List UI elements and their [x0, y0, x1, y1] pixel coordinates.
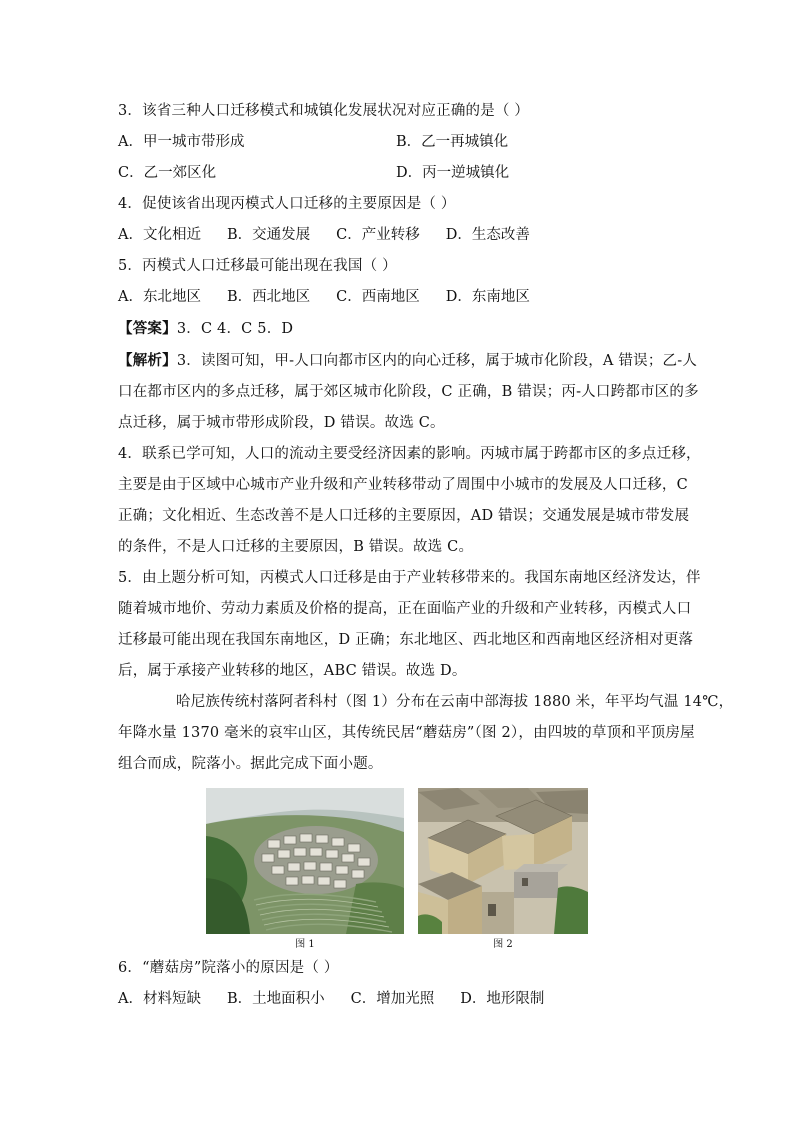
q6-option-b: B．土地面积小 — [226, 991, 325, 1007]
q4-option-d: D．生态改善 — [445, 227, 530, 243]
answer-label: 【答案】 — [118, 320, 177, 337]
analysis-label: 【解析】 — [118, 352, 177, 369]
q5-option-c: C．西南地区 — [336, 289, 420, 305]
village-aerial-photo — [206, 788, 404, 934]
answer-line — [118, 313, 678, 345]
passage-line-1: 年降水量 1370 毫米的哀牢山区，其传统民居“蘑菇房”（图 2），由四坡的草顶和平顶房屋 — [118, 725, 695, 741]
q5-stem: 5．丙模式人口迁移最可能出现在我国（ ） — [118, 258, 397, 274]
analysis-line-0 — [118, 345, 698, 377]
figure-2-caption: 图 2 — [493, 939, 513, 950]
figures-row — [206, 788, 678, 953]
analysis-line-3: 4．联系已学可知，人口的流动主要受经济因素的影响。丙城市属于跨都市区的多点迁移， — [118, 446, 701, 462]
q6-stem: 6．“蘑菇房”院落小的原因是（ ） — [118, 960, 339, 976]
q6-option-a: A．材料短缺 — [118, 991, 201, 1007]
q3-option-d: D．丙一逆城镇化 — [396, 165, 510, 181]
analysis-line-10: 后，属于承接产业转移的地区，ABC 错误。故选 D。 — [118, 663, 467, 679]
q4-options — [118, 220, 678, 251]
q3-options-row1 — [118, 127, 678, 158]
q4-stem: 4．促使该省出现丙模式人口迁移的主要原因是（ ） — [118, 196, 456, 212]
figure-1 — [206, 788, 404, 953]
q5-option-b: B．西北地区 — [226, 289, 311, 305]
q3-stem: 3．该省三种人口迁移模式和城镇化发展状况对应正确的是（ ） — [118, 103, 530, 119]
q6-option-d: D．地形限制 — [460, 991, 545, 1007]
q5-option-d: D．东南地区 — [445, 289, 530, 305]
analysis-line-1: 口在都市区内的多点迁移，属于郊区城市化阶段，C 正确，B 错误；丙-人口跨都市区的多 — [118, 384, 699, 400]
q3-option-a: A．甲一城市带形成 — [118, 134, 245, 150]
analysis-line-8: 随着城市地价、劳动力素质及价格的提高，正在面临产业的升级和产业转移，丙模式人口 — [118, 601, 692, 617]
analysis-line-2: 点迁移，属于城市带形成阶段，D 错误。故选 C。 — [118, 415, 445, 431]
q6-options — [118, 984, 678, 1015]
q3-option-c: C．乙一郊区化 — [118, 165, 217, 181]
q3-options-row2 — [118, 158, 678, 189]
q3-option-b: B．乙一再城镇化 — [396, 134, 509, 150]
q5-options — [118, 282, 678, 313]
q5-option-a: A．东北地区 — [118, 289, 201, 305]
analysis-line-9: 迁移最可能出现在我国东南地区，D 正确；东北地区、西北地区和西南地区经济相对更落 — [118, 632, 694, 648]
passage-line-2: 组合而成，院落小。据此完成下面小题。 — [118, 756, 383, 772]
analysis-line-7: 5．由上题分析可知，丙模式人口迁移是由于产业转移带来的。我国东南地区经济发达，伴 — [118, 570, 701, 586]
document-page — [118, 96, 734, 1015]
q4-option-c: C．产业转移 — [336, 227, 420, 243]
q6-option-c: C．增加光照 — [350, 991, 435, 1007]
mushroom-house-photo — [418, 788, 588, 934]
analysis-line-5: 正确；文化相近、生态改善不是人口迁移的主要原因，AD 错误；交通发展是城市带发展 — [118, 508, 690, 524]
q4-option-a: A．文化相近 — [118, 227, 201, 243]
figure-2 — [418, 788, 588, 953]
figure-1-caption: 图 1 — [295, 939, 315, 950]
passage-line-0: 哈尼族传统村落阿者科村（图 1）分布在云南中部海拔 1880 米，年平均气温 14℃， — [176, 694, 734, 710]
analysis-line-6: 的条件，不是人口迁移的主要原因，B 错误。故选 C。 — [118, 539, 474, 555]
analysis-text-0: 3．读图可知，甲-人口向都市区内的向心迁移，属于城市化阶段，A 错误；乙-人 — [176, 353, 698, 369]
answer-text: 3．C 4．C 5．D — [176, 321, 294, 337]
analysis-line-4: 主要是由于区域中心城市产业升级和产业转移带动了周围中小城市的发展及人口迁移，C — [118, 477, 688, 493]
q4-option-b: B．交通发展 — [226, 227, 311, 243]
